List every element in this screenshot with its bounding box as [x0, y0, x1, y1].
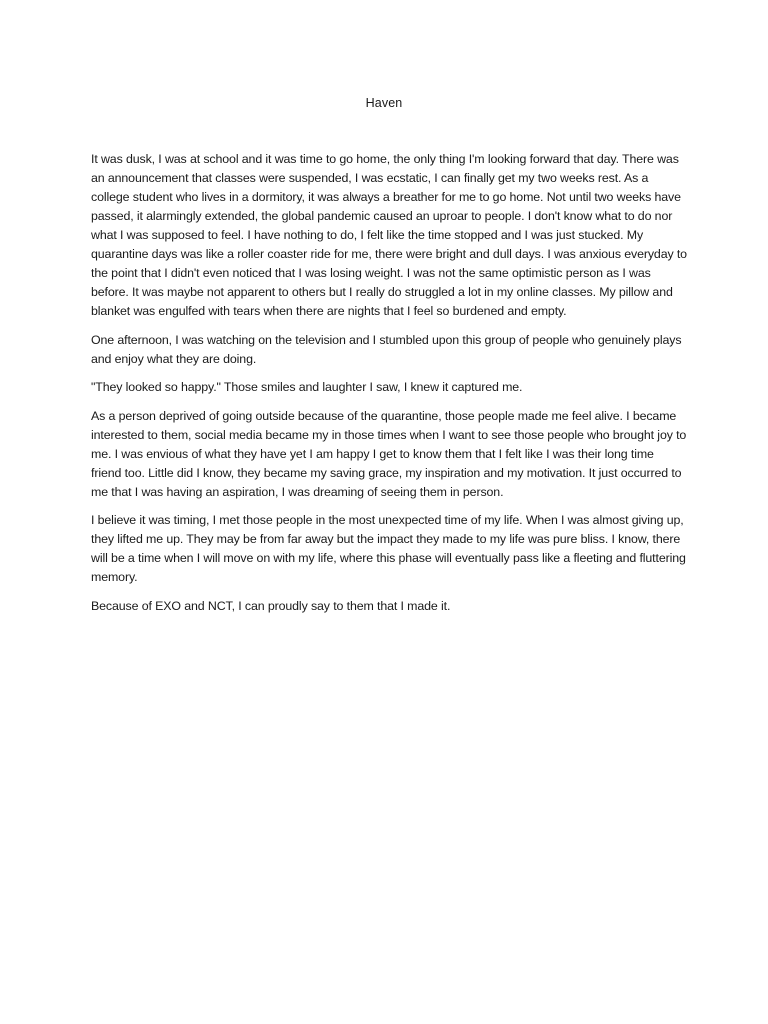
paragraph-3: "They looked so happy." Those smiles and laughter I saw, I knew it captured me.: [91, 380, 523, 394]
paragraph-5: I believe it was timing, I met those people in the most unexpected time of my life. When I was almost giving up, they lifted me up. They may be from far away but the impact they made to my life was pure bliss. I know, there will be a time when I will move on with my life, where this phase will eventually pass like a fleeting and fluttering memory.: [91, 513, 686, 584]
document-body: [91, 150, 687, 625]
paragraph-1: It was dusk, I was at school and it was time to go home, the only thing I'm looking forward that day. There was an announcement that classes were suspended, I was ecstatic, I can finally get my two weeks rest. As a college student who lives in a dormitory, it was always a breather for me to go home. Not until two weeks have passed, it alarmingly extended, the global pandemic caused an uproar to people. I don't know what to do nor what I was supposed to feel. I have nothing to do, I felt like the time stopped and I was just stucked. My quarantine days was like a roller coaster ride for me, there were bright and dull days. I was anxious everyday to the point that I didn't even noticed that I was losing weight. I was not the same optimistic person as I was before. It was maybe not apparent to others but I really do struggled a lot in my online classes. My pillow and blanket was engulfed with tears when there are nights that I feel so burdened and empty.: [91, 152, 687, 318]
paragraph-2: One afternoon, I was watching on the television and I stumbled upon this group of people who genuinely plays and enjoy what they are doing.: [91, 332, 682, 366]
paragraph-4: As a person deprived of going outside because of the quarantine, those people made me feel alive. I became interested to them, social media became my in those times when I want to see those people who brought joy to me. I was envious of what they have yet I am happy I get to know them that I felt like I was their long time friend too. Little did I know, they became my saving grace, my inspiration and my motivation. It just occurred to me that I was having an aspiration, I was dreaming of seeing them in person.: [91, 408, 687, 499]
document-title: Haven: [365, 96, 403, 110]
paragraph-6: Because of EXO and NCT, I can proudly say to them that I made it.: [91, 598, 451, 613]
